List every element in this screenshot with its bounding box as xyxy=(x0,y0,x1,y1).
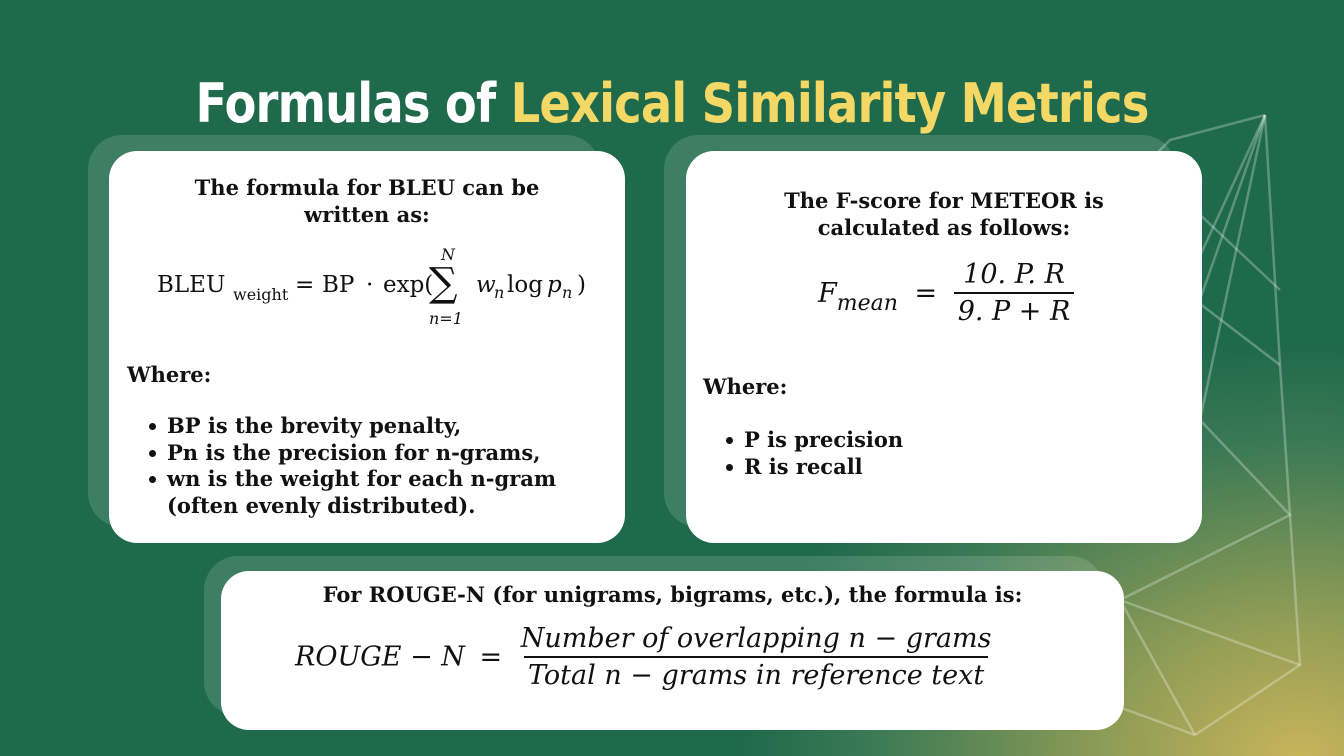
bleu-where-label: Where: xyxy=(127,362,212,387)
bleu-heading: The formula for BLEU can be written as: xyxy=(194,175,540,227)
meteor-denominator: 9. P + R xyxy=(954,292,1075,327)
rouge-card xyxy=(221,571,1124,730)
bleu-lhs: BLEU xyxy=(157,272,226,298)
list-item: BP is the brevity penalty, xyxy=(149,413,629,440)
bleu-close: ) xyxy=(577,272,586,298)
bleu-exp: exp( xyxy=(383,272,434,298)
meteor-numerator: 10. P. R xyxy=(963,259,1065,290)
rouge-heading: For ROUGE-N (for unigrams, bigrams, etc.), the formula is: xyxy=(322,582,1023,607)
title-accent: Lexical Similarity Metrics xyxy=(510,72,1149,136)
bleu-w-sub: n xyxy=(494,283,505,302)
meteor-heading: The F-score for METEOR is calculated as follows: xyxy=(784,188,1104,240)
rouge-numerator: Number of overlapping n − grams xyxy=(520,623,992,654)
rouge-formula xyxy=(295,623,995,691)
meteor-lhs: F xyxy=(818,277,837,309)
rouge-lhs: ROUGE − N xyxy=(295,641,465,673)
list-item: R is recall xyxy=(726,454,1126,481)
meteor-card xyxy=(686,151,1202,543)
bleu-dot: · xyxy=(366,272,374,298)
bleu-log: log xyxy=(507,272,543,298)
bleu-card xyxy=(109,151,625,543)
list-item: P is precision xyxy=(726,427,1126,454)
rouge-denominator: Total n − grams in reference text xyxy=(524,656,988,691)
list-item: wn is the weight for each n-gram (often evenly distributed). xyxy=(149,466,629,519)
meteor-fraction xyxy=(954,259,1075,327)
meteor-formula xyxy=(818,259,1074,327)
bleu-p-sub: n xyxy=(562,283,573,302)
meteor-bullet-list xyxy=(704,427,1126,480)
rouge-fraction xyxy=(517,623,996,691)
bleu-sum-lower: n=1 xyxy=(429,309,463,328)
page-title xyxy=(94,72,1250,135)
bleu-sum-upper: N xyxy=(441,245,455,264)
bleu-bullet-list xyxy=(127,413,629,519)
bleu-lhs-sub: weight xyxy=(233,285,289,304)
bleu-w: w xyxy=(476,272,496,298)
bleu-p: p xyxy=(547,272,562,298)
meteor-equals: = xyxy=(914,277,938,309)
bleu-equals: = xyxy=(295,272,315,298)
meteor-lhs-sub: mean xyxy=(836,290,898,316)
list-item: Pn is the precision for n-grams, xyxy=(149,440,629,467)
bleu-sum-symbol: ∑ xyxy=(429,260,458,306)
meteor-where-label: Where: xyxy=(703,374,788,399)
rouge-equals: = xyxy=(479,641,503,673)
title-prefix: Formulas of xyxy=(195,72,496,136)
bleu-bp: BP xyxy=(322,272,355,298)
